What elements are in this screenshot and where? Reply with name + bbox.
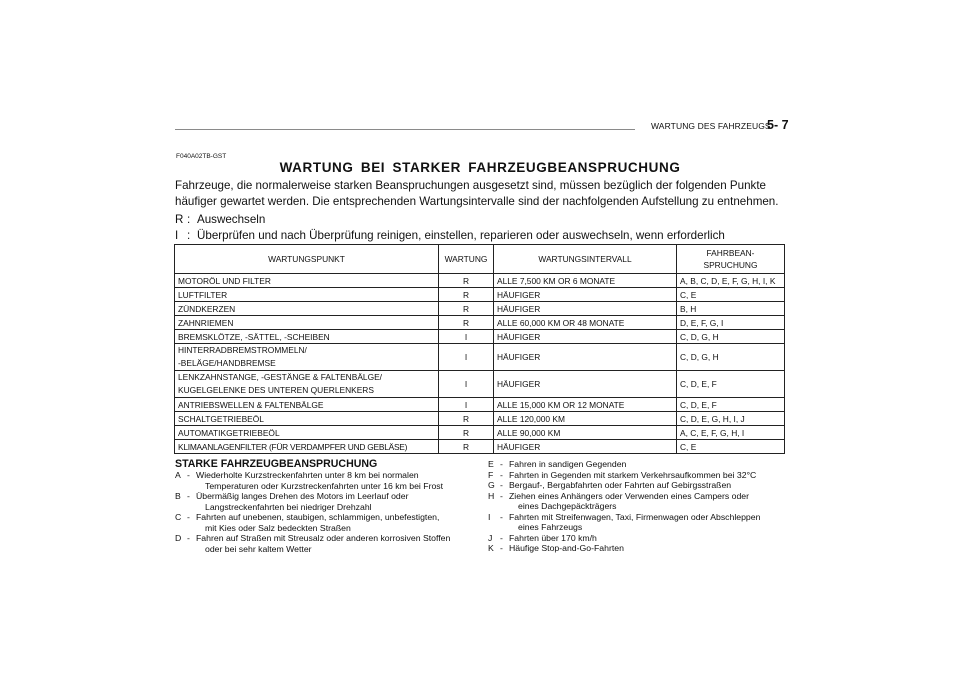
cell-interval: HÄUFIGER: [494, 302, 677, 316]
conditions-title: STARKE FAHRZEUGBEANSPRUCHUNG: [175, 458, 378, 470]
condition-letter: B: [175, 491, 181, 501]
condition-letter: K: [488, 543, 494, 553]
cell-item: KLIMAANLAGENFILTER (FÜR VERDAMPFER UND GEBLÄSE): [175, 440, 439, 454]
cell-interval: HÄUFIGER: [494, 371, 677, 398]
table-row: [175, 344, 785, 371]
condition-text-cont: Langstreckenfahrten bei niedriger Drehzahl: [205, 501, 372, 512]
list-item: D - Fahren auf Straßen mit Streusalz oder anderen korrosiven Stoffen oder bei sehr kaltem Wetter: [175, 533, 475, 554]
condition-letter: A: [175, 470, 181, 480]
cell-item: BREMSKLÖTZE, -SÄTTEL, -SCHEIBEN: [175, 330, 439, 344]
cell-action: I: [439, 398, 494, 412]
cell-item: [175, 371, 439, 398]
condition-text-cont: eines Dachgepäckträgers: [518, 501, 617, 511]
cell-action: I: [439, 371, 494, 398]
cell-action: R: [439, 274, 494, 288]
cell-action: R: [439, 440, 494, 454]
header-rule: [175, 129, 635, 130]
conditions-list-right: [488, 459, 788, 554]
condition-text: Fahrten auf unebenen, staubigen, schlammigen, unbefestigten,: [196, 512, 440, 522]
legend-separator: :: [187, 213, 191, 226]
conditions-list-left: [175, 470, 475, 554]
col-header-action: WARTUNG: [439, 245, 494, 274]
table-header-row: [175, 245, 785, 274]
col-header-conditions-line1: FAHRBEAN-: [706, 248, 755, 258]
condition-text-cont: Temperaturen oder Kurzstreckenfahrten unter 16 km bei Frost: [205, 480, 444, 491]
page-title: WARTUNG BEI STARKER FAHRZEUGBEANSPRUCHUNG: [279, 160, 681, 175]
cell-conditions: C, D, G, H: [677, 330, 785, 344]
cell-item: AUTOMATIKGETRIEBEÖL: [175, 426, 439, 440]
col-header-item: WARTUNGSPUNKT: [175, 245, 439, 274]
table-row: [175, 288, 785, 302]
condition-text: Fahren in sandigen Gegenden: [509, 459, 627, 469]
cell-action: R: [439, 426, 494, 440]
condition-letter: G: [488, 480, 495, 490]
table-row: [175, 330, 785, 344]
document-code: F040A02TB-GST: [176, 153, 227, 160]
legend-separator: :: [187, 229, 191, 242]
cell-action: R: [439, 302, 494, 316]
list-item: I - Fahrten mit Streifenwagen, Taxi, Firmenwagen oder Abschleppen eines Fahrzeugs: [488, 512, 788, 533]
condition-letter: J: [488, 532, 493, 543]
section-header: WARTUNG DES FAHRZEUGS: [651, 121, 771, 131]
maintenance-table: [174, 244, 785, 454]
condition-letter: I: [488, 511, 491, 522]
cell-item: ZÜNDKERZEN: [175, 302, 439, 316]
cell-conditions: C, E: [677, 288, 785, 302]
table-row: [175, 371, 785, 398]
condition-letter: H: [488, 490, 495, 501]
condition-text: Fahren auf Straßen mit Streusalz oder anderen korrosiven Stoffen: [196, 533, 451, 543]
condition-text-cont: oder bei sehr kaltem Wetter: [205, 543, 312, 554]
list-item: K - Häufige Stop-and-Go-Fahrten: [488, 543, 788, 554]
condition-text: Häufige Stop-and-Go-Fahrten: [509, 543, 624, 553]
cell-item-line2: KUGELGELENKE DES UNTEREN QUERLENKERS: [178, 385, 374, 395]
list-item: J - Fahrten über 170 km/h: [488, 533, 788, 544]
cell-conditions: B, H: [677, 302, 785, 316]
legend-key: I: [175, 229, 179, 242]
cell-conditions: C, D, E, F: [677, 371, 785, 398]
cell-item: ZAHNRIEMEN: [175, 316, 439, 330]
intro-paragraph: Fahrzeuge, die normalerweise starken Beanspruchungen ausgesetzt sind, müssen bezüglich der folgenden Punkte häufiger gewartet werden. Die entsprechenden Wartungsintervalle sind der nachfolgenden Aufstellung zu entnehmen.: [175, 179, 779, 208]
cell-item-line2: -BELÄGE/HANDBREMSE: [178, 358, 276, 368]
cell-action: R: [439, 412, 494, 426]
cell-interval: ALLE 7,500 KM OR 6 MONATE: [494, 274, 677, 288]
condition-letter: E: [488, 459, 494, 469]
cell-interval: ALLE 90,000 KM: [494, 426, 677, 440]
list-item: F - Fahrten in Gegenden mit starkem Verkehrsaufkommen bei 32°C: [488, 470, 788, 481]
cell-item: MOTORÖL UND FILTER: [175, 274, 439, 288]
col-header-conditions: [677, 245, 785, 274]
cell-conditions: C, D, E, F: [677, 398, 785, 412]
condition-text: Ziehen eines Anhängers oder Verwenden eines Campers oder: [509, 490, 750, 501]
cell-item-line1: HINTERRADBREMSTROMMELN/: [178, 345, 307, 355]
cell-interval: HÄUFIGER: [494, 288, 677, 302]
condition-text: Wiederholte Kurzstreckenfahrten unter 8 km bei normalen: [196, 470, 419, 480]
table-row: [175, 426, 785, 440]
condition-text-cont: eines Fahrzeugs: [518, 522, 583, 532]
cell-conditions: A, C, E, F, G, H, I: [677, 426, 785, 440]
list-item: B - Übermäßig langes Drehen des Motors im Leerlauf oder Langstreckenfahrten bei niedriger Drehzahl: [175, 491, 475, 512]
condition-letter: D: [175, 533, 182, 543]
legend-row-inspect: [175, 228, 725, 244]
table-row: [175, 316, 785, 330]
condition-letter: C: [175, 512, 182, 522]
list-item: H - Ziehen eines Anhängers oder Verwenden eines Campers oder eines Dachgepäckträgers: [488, 491, 788, 512]
cell-interval: ALLE 15,000 KM OR 12 MONATE: [494, 398, 677, 412]
legend: [175, 212, 725, 244]
table-row: [175, 412, 785, 426]
cell-action: R: [439, 316, 494, 330]
table-row: [175, 398, 785, 412]
cell-action: I: [439, 330, 494, 344]
legend-row-replace: [175, 212, 725, 228]
cell-conditions: D, E, F, G, I: [677, 316, 785, 330]
legend-key: R: [175, 213, 184, 226]
condition-text-cont: mit Kies oder Salz bedeckten Straßen: [205, 522, 351, 533]
cell-item: LUFTFILTER: [175, 288, 439, 302]
cell-interval: HÄUFIGER: [494, 344, 677, 371]
condition-text: Fahrten über 170 km/h: [509, 532, 597, 543]
list-item: E - Fahren in sandigen Gegenden: [488, 459, 788, 470]
condition-text: Fahrten in Gegenden mit starkem Verkehrsaufkommen bei 32°C: [509, 469, 757, 480]
list-item: G - Bergauf-, Bergabfahrten oder Fahrten auf Gebirgsstraßen: [488, 480, 788, 491]
cell-conditions: C, E: [677, 440, 785, 454]
cell-conditions: A, B, C, D, E, F, G, H, I, K: [677, 274, 785, 288]
col-header-interval: WARTUNGSINTERVALL: [494, 245, 677, 274]
list-item: A - Wiederholte Kurzstreckenfahrten unter 8 km bei normalen Temperaturen oder Kurzstreckenfahrten unter 16 km bei Frost: [175, 470, 475, 491]
cell-conditions: C, D, G, H: [677, 344, 785, 371]
table-row: [175, 274, 785, 288]
cell-item: SCHALTGETRIEBEÖL: [175, 412, 439, 426]
condition-text: Übermäßig langes Drehen des Motors im Leerlauf oder: [196, 491, 409, 501]
legend-text: Auswechseln: [197, 213, 266, 226]
cell-interval: ALLE 60,000 KM OR 48 MONATE: [494, 316, 677, 330]
condition-text: Fahrten mit Streifenwagen, Taxi, Firmenwagen oder Abschleppen: [509, 511, 761, 522]
table-row: [175, 440, 785, 454]
cell-interval: HÄUFIGER: [494, 440, 677, 454]
condition-text: Bergauf-, Bergabfahrten oder Fahrten auf Gebirgsstraßen: [509, 480, 732, 490]
cell-item: ANTRIEBSWELLEN & FALTENBÄLGE: [175, 398, 439, 412]
cell-action: I: [439, 344, 494, 371]
col-header-conditions-line2: SPRUCHUNG: [703, 260, 758, 270]
cell-item-line1: LENKZAHNSTANGE, -GESTÄNGE & FALTENBÄLGE/: [178, 372, 382, 382]
condition-letter: F: [488, 469, 494, 480]
list-item: C - Fahrten auf unebenen, staubigen, schlammigen, unbefestigten, mit Kies oder Salz bedeckten Straßen: [175, 512, 475, 533]
cell-conditions: C, D, E, G, H, I, J: [677, 412, 785, 426]
cell-item: [175, 344, 439, 371]
table-row: [175, 302, 785, 316]
cell-interval: ALLE 120,000 KM: [494, 412, 677, 426]
cell-interval: HÄUFIGER: [494, 330, 677, 344]
page-number: 5- 7: [767, 118, 789, 132]
legend-text: Überprüfen und nach Überprüfung reinigen, einstellen, reparieren oder auswechseln, wenn erforderlich: [197, 229, 725, 242]
cell-action: R: [439, 288, 494, 302]
